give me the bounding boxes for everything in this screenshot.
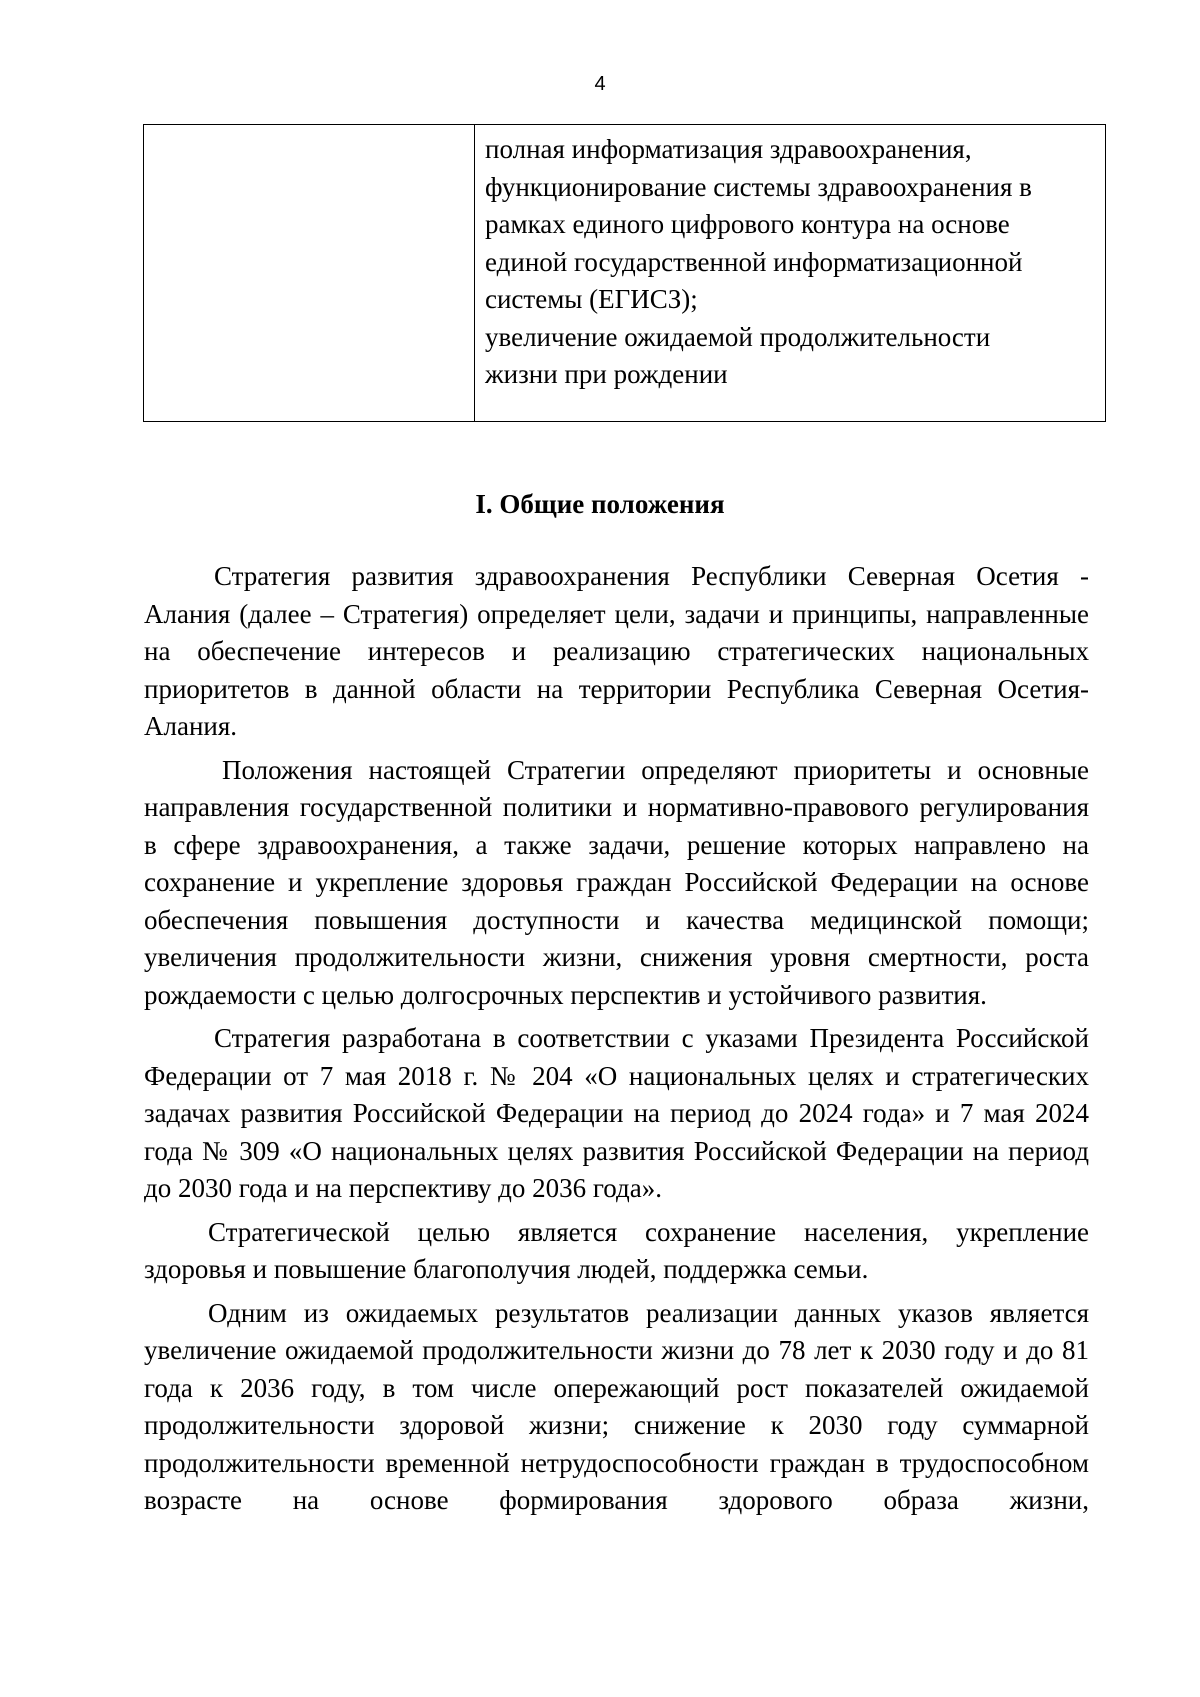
table-line: жизни при рождении: [485, 359, 728, 389]
table-right-cell: [485, 131, 1085, 394]
body-text: [144, 558, 1089, 1526]
table-line: функционирование системы здравоохранения в: [485, 171, 1032, 202]
table-column-divider: [474, 125, 475, 421]
table-line: полная информатизация здравоохранения,: [485, 134, 972, 164]
paragraph-strategy-definition: Стратегия развития здравоохранения Республики Северная Осетия - Алания (далее – Стратегия) определяет цели, задачи и принципы, направленные на обеспечение интересов и реализацию стратегических национальных приоритетов в данной области на территории Республика Северная Осетия-Алания.: [144, 561, 1089, 741]
paragraph-strategy-provisions: Положения настоящей Стратегии определяют приоритеты и основные направления государственной политики и нормативно-правового регулирования в сфере здравоохранения, а также задачи, решение которых направлено на сохранение и укрепление здоровья граждан Российской Федерации на основе обеспечения повышения доступности и качества медицинской помощи; увеличения продолжительности жизни, снижения уровня смертности, роста рождаемости с целью долгосрочных перспектив и устойчивого развития.: [144, 754, 1089, 1010]
table-line: рамках единого цифрового контура на основе: [485, 209, 1010, 239]
paragraph-presidential-decrees: Стратегия разработана в соответствии с указами Президента Российской Федерации от 7 мая 2018 г. № 204 «О национальных целях и стратегических задачах развития Российской Федерации на период до 2024 года» и 7 мая 2024 года № 309 «О национальных целях развития Российской Федерации на период до 2030 года и на перспективу до 2036 года».: [144, 1023, 1089, 1203]
page-number: 4: [594, 73, 606, 95]
paragraph-strategic-goal: Стратегической целью является сохранение населения, укрепление здоровья и повышение благополучия людей, поддержка семьи.: [144, 1216, 1089, 1284]
table-line: увеличение ожидаемой продолжительности: [485, 321, 991, 352]
table-line: системы (ЕГИСЗ);: [485, 284, 698, 314]
section-heading: I. Общие положения: [475, 489, 725, 519]
table-line: единой государственной информатизационной: [485, 246, 1023, 277]
continuation-table: [143, 124, 1106, 422]
paragraph-expected-results: Одним из ожидаемых результатов реализации данных указов является увеличение ожидаемой продолжительности жизни до 78 лет к 2030 году и до 81 года к 2036 году, в том числе опережающий рост показателей ожидаемой продолжительности здоровой жизни; снижение к 2030 году суммарной продолжительности временной нетрудоспособности граждан в трудоспособном возрасте на основе формирования здорового образа жизни,: [144, 1297, 1089, 1515]
